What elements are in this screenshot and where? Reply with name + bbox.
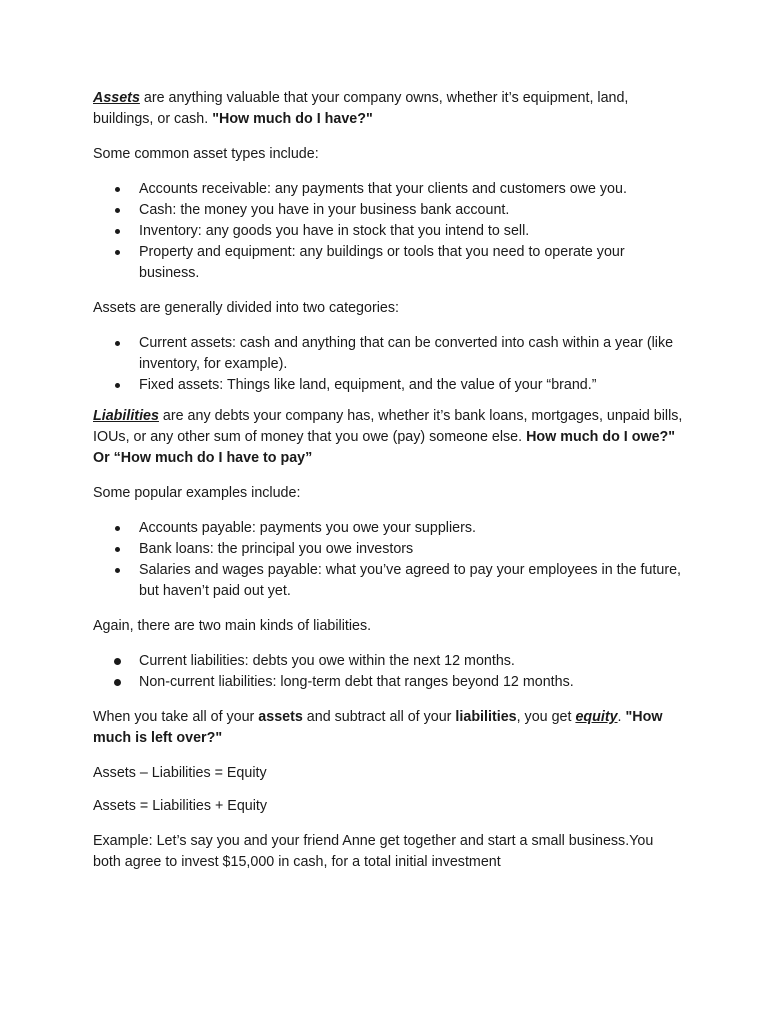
- bullet-icon: [115, 526, 120, 531]
- equity-term: equity: [575, 709, 618, 725]
- equation-1: Assets – Liabilities = Equity: [93, 765, 267, 781]
- bullet-icon: [115, 383, 120, 388]
- bullet-icon: [115, 187, 120, 192]
- liabilities-term: Liabilities: [93, 408, 159, 424]
- list-item: Property and equipment: any buildings or tools that you need to operate your business.: [93, 242, 683, 284]
- equation-2: Assets = Liabilities + Equity: [93, 798, 268, 814]
- list-item: Inventory: any goods you have in stock that you intend to sell.: [93, 221, 683, 242]
- list-item: Accounts receivable: any payments that your clients and customers owe you.: [93, 179, 683, 200]
- liability-examples-intro: Some popular examples include:: [93, 485, 301, 501]
- list-item: Current liabilities: debts you owe within the next 12 months.: [93, 651, 683, 672]
- list-item: Current assets: cash and anything that can be converted into cash within a year (like inventory, for example).: [93, 333, 683, 375]
- equity-paragraph: When you take all of your assets and subtract all of your liabilities, you get equity. "How much is left over?": [93, 709, 663, 746]
- bullet-icon: [115, 547, 120, 552]
- asset-categories-intro: Assets are generally divided into two categories:: [93, 300, 399, 316]
- list-item: Bank loans: the principal you owe investors: [93, 539, 683, 560]
- asset-types-list: [93, 179, 683, 284]
- liability-kinds-list: [93, 651, 683, 693]
- liability-kinds-intro: Again, there are two main kinds of liabilities.: [93, 618, 372, 634]
- assets-term: Assets: [93, 90, 140, 106]
- list-item: Salaries and wages payable: what you’ve agreed to pay your employees in the future, but haven’t paid out yet.: [93, 560, 683, 602]
- asset-types-intro: Some common asset types include:: [93, 146, 319, 162]
- list-item: Cash: the money you have in your business bank account.: [93, 200, 683, 221]
- bullet-icon: [115, 250, 120, 255]
- document-body: [93, 88, 683, 873]
- liabilities-question: How much do I owe?" Or “How much do I have to pay”: [93, 429, 676, 466]
- bullet-icon: [115, 208, 120, 213]
- asset-categories-list: [93, 333, 683, 396]
- liability-examples-list: [93, 518, 683, 602]
- liabilities-word: liabilities: [455, 709, 517, 725]
- assets-question: "How much do I have?": [212, 111, 373, 127]
- list-item: Accounts payable: payments you owe your suppliers.: [93, 518, 683, 539]
- equity-question: "How much is left over?": [93, 709, 663, 746]
- assets-paragraph: [93, 88, 683, 130]
- bullet-icon: [115, 341, 120, 346]
- example-paragraph: Example: Let’s say you and your friend Anne get together and start a small business.You both agree to invest $15,000 in cash, for a total initial investment: [93, 833, 654, 870]
- list-item: Fixed assets: Things like land, equipment, and the value of your “brand.”: [93, 375, 683, 396]
- liabilities-paragraph: [93, 406, 683, 469]
- bullet-icon: [115, 229, 120, 234]
- list-item: Non-current liabilities: long-term debt that ranges beyond 12 months.: [93, 672, 683, 693]
- bullet-icon: [115, 568, 120, 573]
- liabilities-definition: are any debts your company has, whether it’s bank loans, mortgages, unpaid bills, IOUs, or any other sum of money that you owe (pay) someone else.: [93, 408, 683, 445]
- bullet-icon: [114, 679, 121, 686]
- assets-definition: are anything valuable that your company owns, whether it’s equipment, land, buildings, or cash.: [93, 90, 629, 127]
- bullet-icon: [114, 658, 121, 665]
- assets-word: assets: [258, 709, 303, 725]
